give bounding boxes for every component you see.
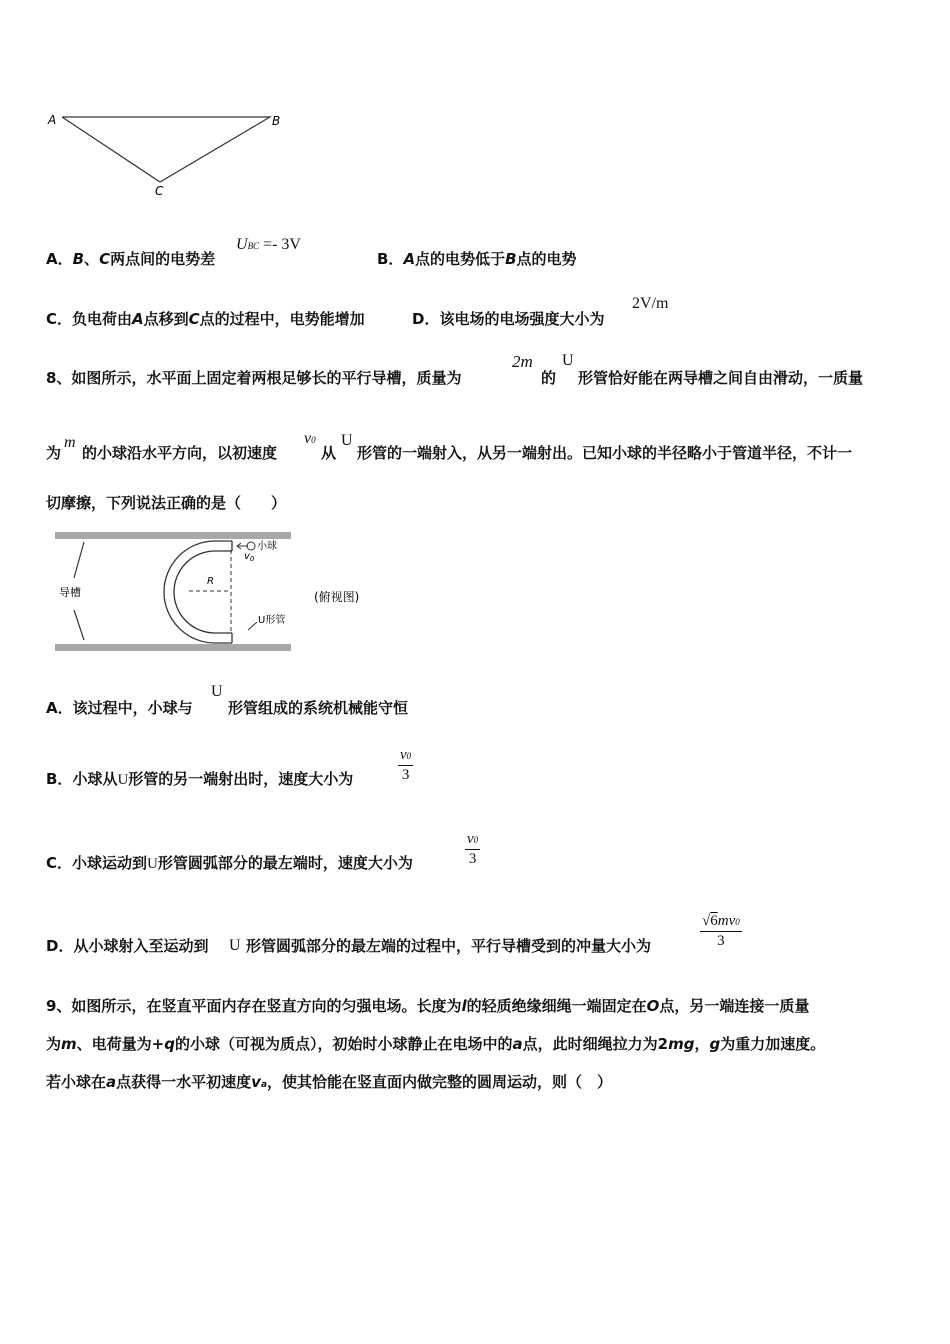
q8-stem-line-1: 8、如图所示，水平面上固定着两根足够长的平行导槽，质量为 [46,369,462,387]
q8-stem-line-2d: 形管的一端射入，从另一端射出。已知小球的半径略小于管道半径，不计一 [357,444,853,462]
q8-stem-line-1c: 形管恰好能在两导槽之间自由滑动，一质量 [578,369,864,387]
q8-option-a-rest: 形管组成的系统机械能守恒 [228,699,409,717]
q7-option-a[interactable]: A．B、C两点间的电势差 [46,250,216,268]
triangle-figure [40,105,300,200]
point-c-label: C [155,184,164,198]
q9-stem-line-1: 9、如图所示，在竖直平面内存在竖直方向的匀强电场。长度为l的轻质绝缘细绳一端固定在O点，另一端连接一质量 [46,997,810,1015]
q8-stem-line-2b: 的小球沿水平方向，以初速度 [82,444,278,462]
q8-mass-m: m [64,434,76,451]
q8-option-d[interactable]: D．从小球射入至运动到 [46,937,209,955]
guide-pointer-top [74,542,84,578]
tube-pointer [248,622,257,630]
guide-rail-top [55,532,291,539]
q7-option-c[interactable]: C．负电荷由A点移到C点的过程中，电势能增加 [46,310,365,328]
q8-option-b[interactable]: B．小球从U形管的另一端射出时，速度大小为 [46,770,354,788]
ball-label: 小球 [257,541,277,552]
velocity-label: $v_0$ [244,551,255,563]
q7-option-d-formula: 2V/m [632,295,669,312]
q7-option-a-formula: UBC =- 3V [236,236,301,253]
q8-option-b-fraction: $\frac{v0}{3}$ [400,747,412,783]
q8-stem-line-1b: 的 [541,369,557,387]
q8-initial-velocity: v0 [304,430,316,447]
triangle-lines [62,117,270,182]
q8-stem-line-3: 切摩擦，下列说法正确的是（ ） [46,494,287,512]
q8-option-d-u: U [229,937,241,954]
q8-u-symbol-2: U [341,432,353,449]
q8-stem-line-2c: 从 [321,444,337,462]
q8-option-c[interactable]: C．小球运动到U形管圆弧部分的最左端时，速度大小为 [46,854,413,872]
q8-u-symbol-1: U [562,352,574,369]
q8-option-d-fraction: $\frac{√6mv0}{3}$ [702,913,740,949]
guide-label: 导槽 [59,586,81,599]
q7-option-d[interactable]: D．该电场的电场强度大小为 [412,310,605,328]
radius-label: R [207,576,214,587]
q8-option-a[interactable]: A．该过程中，小球与 [46,699,193,717]
q7-option-b[interactable]: B．A点的电势低于B点的电势 [377,250,577,268]
q8-option-c-fraction: $\frac{v0}{3}$ [467,831,479,867]
q8-option-a-u: U [211,683,223,700]
tube-label: U形管 [258,615,286,626]
top-view-label: (俯视图) [314,590,360,604]
ball [247,542,255,550]
guide-pointer-bottom [74,610,84,640]
q8-u-tube-figure [50,528,390,658]
q8-mass-2m: 2m [512,352,533,371]
q8-option-d-rest: 形管圆弧部分的最左端的过程中，平行导槽受到的冲量大小为 [246,937,652,955]
q9-stem-line-3: 若小球在a点获得一水平初速度va，使其恰能在竖直面内做完整的圆周运动，则（ ） [46,1073,613,1091]
q9-stem-line-2: 为m、电荷量为+q的小球（可视为质点），初始时小球静止在电场中的a点，此时细绳拉力为2mg，g为重力加速度。 [46,1035,826,1053]
q8-stem-line-2: 为 [46,444,62,462]
u-tube-inner [174,551,232,633]
guide-rail-bottom [55,644,291,651]
point-b-label: B [272,114,281,128]
point-a-label: A [48,113,57,127]
